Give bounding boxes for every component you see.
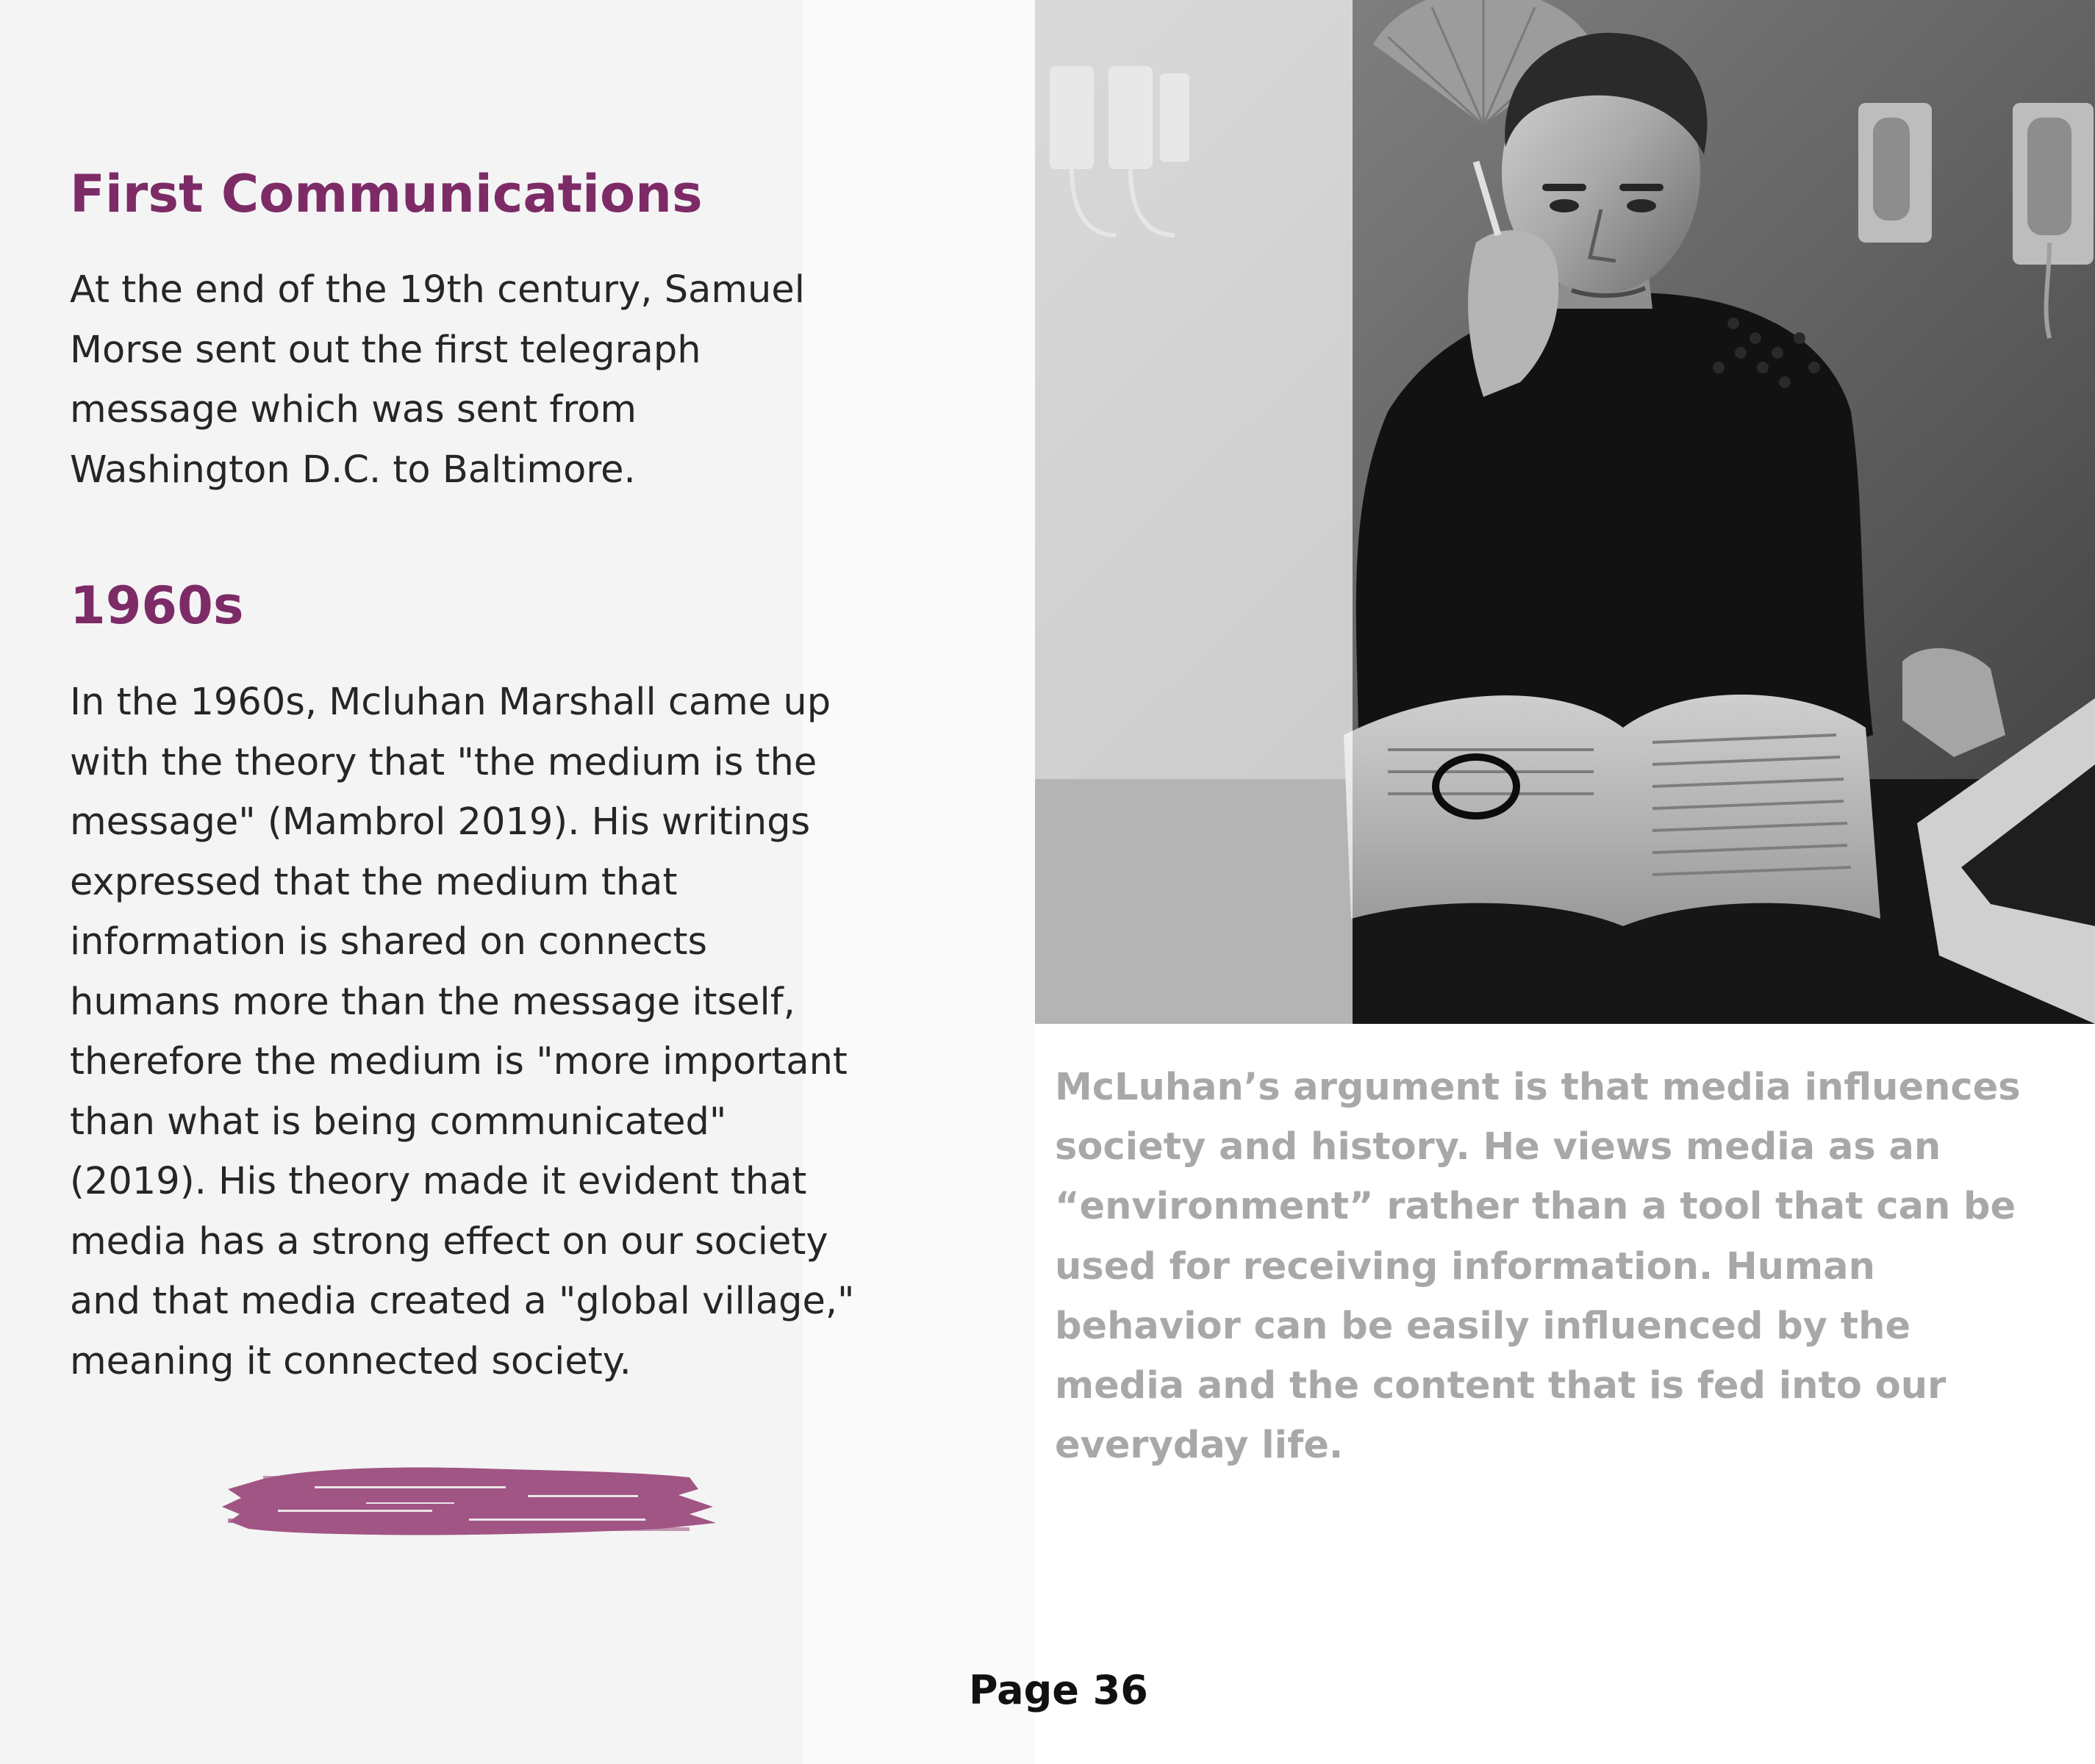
section-heading-1960s: 1960s <box>70 576 244 636</box>
mcluhan-portrait-photo <box>1035 0 2095 1024</box>
paint-brush-stroke-icon <box>219 1446 719 1542</box>
photo-caption: McLuhan’s argument is that media influences society and history. He views media as an “environment” rather than a tool that can be used for receiving information. Human behavior can be easily influenced by the media and the content that is fed into our everyday life. <box>1055 1066 2021 1468</box>
section-body-first-communications: At the end of the 19th century, Samuel Morse sent out the first telegraph message which was sent from Washington D.C. to Baltimore. <box>70 268 805 492</box>
page-number: Page 36 <box>969 1667 1148 1713</box>
section-heading-first-communications: First Communications <box>70 164 703 224</box>
section-body-1960s: In the 1960s, Mcluhan Marshall came up with the theory that "the medium is the message" (Mambrol 2019). His writings expressed that the medium that information is shared on connects humans more than the message itself, therefore the medium is "more important than what is being communicated" (2019). His theory made it evident that media has a strong effect on our society and that media created a "global village," meaning it connected society. <box>70 681 855 1383</box>
